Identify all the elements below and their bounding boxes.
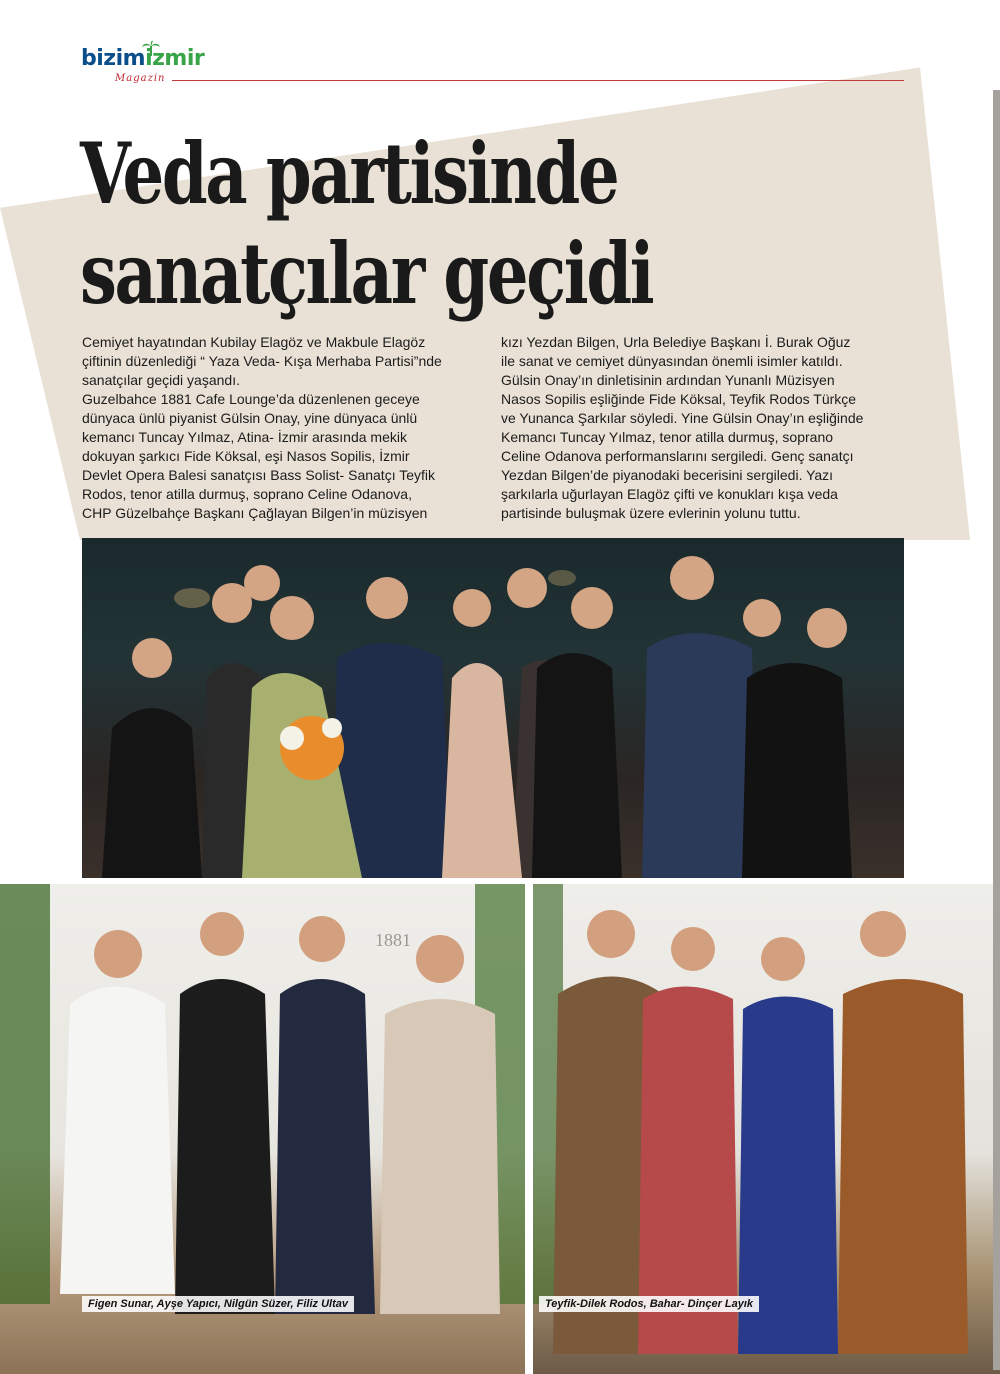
article-line: partisinde buluşmak üzere evlerinin yolunu tuttu. xyxy=(501,505,801,521)
article-line: ile sanat ve cemiyet dünyasından önemli isimler katıldı. xyxy=(501,353,843,369)
photo-divider xyxy=(525,884,533,1374)
headline-line-2: sanatçılar geçidi xyxy=(80,224,653,323)
header-rule xyxy=(172,80,904,81)
caption-four-women: Figen Sunar, Ayşe Yapıcı, Nilgün Süzer, Filiz Ultav xyxy=(82,1296,354,1312)
caption-two-couples: Teyfik-Dilek Rodos, Bahar- Dinçer Layık xyxy=(539,1296,759,1312)
magazine-logo xyxy=(81,46,221,96)
article-line: Yezdan Bilgen’de piyanodaki becerisini sergiledi. Yazı xyxy=(501,467,834,483)
article-column-left xyxy=(82,333,482,523)
article-line: Kemancı Tuncay Yılmaz, tenor atilla durmuş, soprano xyxy=(501,429,834,445)
article-line: Devlet Opera Balesi sanatçısı Bass Solist- Sanatçı Teyfik xyxy=(82,467,436,483)
article-line: CHP Güzelbahçe Başkanı Çağlayan Bilgen’in müzisyen xyxy=(82,505,428,521)
logo-wordmark: bizimizmir xyxy=(81,46,205,71)
article-line: şarkılarla uğurlayan Elagöz çifti ve konukları kışa veda xyxy=(501,486,838,502)
group-photo-figures xyxy=(82,538,904,878)
article-line: Celine Odanova performanslarını sergiledi. Genç sanatçı xyxy=(501,448,854,464)
group-photo xyxy=(82,538,904,878)
article-line: Gülsin Onay’ın dinletisinin ardından Yunanlı Müzisyen xyxy=(501,372,835,388)
article-column-right xyxy=(501,333,901,523)
article-headline xyxy=(80,124,652,324)
article-line: kızı Yezdan Bilgen, Urla Belediye Başkanı İ. Burak Oğuz xyxy=(501,334,851,350)
article-line: dokuyan şarkıcı Fide Köksal, eşi Nasos Sopilis, İzmir xyxy=(82,448,410,464)
article-line: ve Yunanca Şarkılar söyledi. Yine Gülsin Onay’ın eşliğinde xyxy=(501,410,864,426)
article-line: sanatçılar geçidi yaşandı. xyxy=(82,372,240,388)
palm-tree-icon xyxy=(141,40,161,60)
article-line: Guzelbahce 1881 Cafe Lounge’da düzenlenen geceye xyxy=(82,391,420,407)
article-line: Rodos, tenor atilla durmuş, soprano Celine Odanova, xyxy=(82,486,412,502)
page-edge-strip xyxy=(993,90,1000,1370)
headline-line-1: Veda partisinde xyxy=(80,124,618,223)
article-line: dünyaca ünlü piyanist Gülsin Onay, yine dünyaca ünlü xyxy=(82,410,418,426)
article-line: çiftinin düzenlediği “ Yaza Veda- Kışa Merhaba Partisi”nde xyxy=(82,353,442,369)
article-line: Nasos Sopilis eşliğinde Fide Köksal, Teyfik Rodos Türkçe xyxy=(501,391,857,407)
logo-subtitle: Magazin xyxy=(115,73,166,84)
article-line: kemancı Tuncay Yılmaz, Atina- İzmir arasında mekik xyxy=(82,429,407,445)
article-line: Cemiyet hayatından Kubilay Elagöz ve Makbule Elagöz xyxy=(82,334,426,350)
backdrop-logo: 1881 xyxy=(375,930,411,950)
